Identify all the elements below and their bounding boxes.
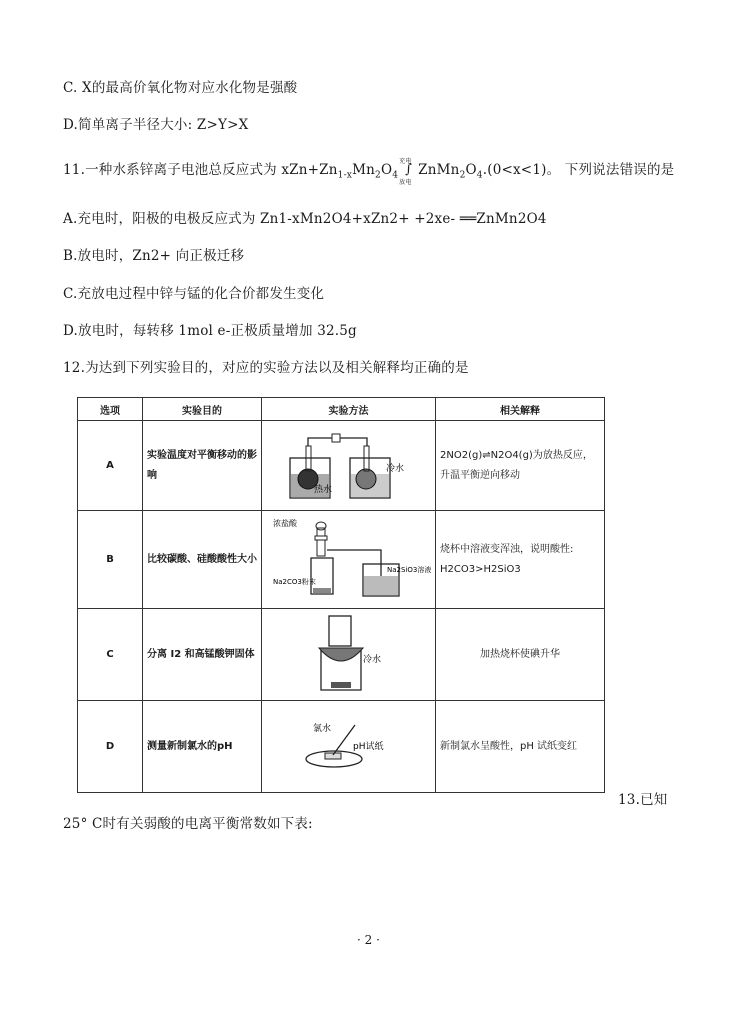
header-purpose: 实验目的 [143, 398, 262, 421]
method-cell [262, 609, 436, 701]
table-header-row [78, 398, 605, 421]
experiment-table [77, 397, 605, 793]
label-na2co3: Na2CO3粉末 [273, 578, 316, 586]
question-13-start: 13.已知 [618, 792, 668, 808]
q11-sub: 2 [459, 170, 466, 181]
method-cell [262, 701, 436, 793]
q11-sub: 4 [392, 170, 399, 181]
explanation-cell: 新制氯水呈酸性，pH 试纸变红 [436, 701, 605, 793]
label-conc-hcl: 浓盐酸 [273, 519, 297, 528]
sublimation-diagram-c [279, 612, 419, 694]
label-cold-water-c: 冷水 [362, 655, 381, 665]
purpose-cell: 实验温度对平衡移动的影响 [143, 421, 262, 511]
header-explanation: 相关解释 [436, 398, 605, 421]
label-na2sio3: Na2SiO3溶液 [387, 566, 432, 574]
label-hot-water: 热水 [313, 485, 332, 495]
method-cell [262, 511, 436, 609]
q11-sub: 2 [375, 170, 381, 181]
label-ph-paper: pH试纸 [352, 742, 383, 752]
question-13-line: 25° C时有关弱酸的电离平衡常数如下表: [63, 816, 313, 832]
q11-o2: O [465, 162, 477, 178]
label-chlorine-water: 氯水 [312, 724, 331, 734]
arrow-glyph: ∫ [405, 161, 413, 177]
table-row [78, 511, 605, 609]
purpose-cell: 分离 I2 和高锰酸钾固体 [143, 609, 262, 701]
purpose-cell: 测量新制氯水的pH [143, 701, 262, 793]
arrow-top-label: 充电 [399, 157, 412, 165]
table-row [78, 609, 605, 701]
purpose-cell: 比较碳酸、硅酸酸性大小 [143, 511, 262, 609]
explanation-cell: 2NO2(g)⇌N2O4(g)为放热反应，升温平衡逆向移动 [436, 421, 605, 511]
q11-sub: 4 [476, 170, 483, 181]
header-method: 实验方法 [262, 398, 436, 421]
option-cell: A [78, 421, 143, 511]
arrow-bottom-label: 放电 [399, 178, 412, 186]
option-d-line: D.简单离子半径大小: Z>Y>X [63, 117, 249, 133]
method-cell [262, 421, 436, 511]
header-option: 选项 [78, 398, 143, 421]
option-cell: B [78, 511, 143, 609]
ph-test-diagram-d [279, 715, 419, 775]
table-row [78, 701, 605, 793]
explanation-cell: 加热烧杯使碘升华 [436, 609, 605, 701]
label-cold-water: 冷水 [385, 464, 404, 474]
apparatus-diagram-b [271, 514, 432, 602]
q11-mn: Mn [352, 162, 376, 178]
question-12: 12.为达到下列实验目的，对应的实验方法以及相关解释均正确的是 [63, 360, 469, 376]
page-number: · 2 · [357, 933, 380, 947]
reversible-arrow [399, 157, 415, 186]
q11-option-b: B.放电时，Zn2+ 向正极迁移 [63, 248, 245, 264]
q11-prefix: 11.一种水系锌离子电池总反应式为 xZn+Zn [63, 162, 338, 178]
explanation-cell: 烧杯中溶液变浑浊，说明酸性: H2CO3>H2SiO3 [436, 511, 605, 609]
q11-prod: ZnMn [418, 162, 460, 178]
q11-sub: 1-x [337, 170, 353, 181]
option-cell: C [78, 609, 143, 701]
q11-option-d: D.放电时，每转移 1mol e-正极质量增加 32.5g [63, 323, 357, 339]
table-row [78, 421, 605, 511]
option-cell: D [78, 701, 143, 793]
q11-option-a: A.充电时，阳极的电极反应式为 Zn1-xMn2O4+xZn2+ +2xe- ══ZnMn2O4 [63, 211, 547, 227]
q11-o: O [380, 162, 393, 178]
question-11 [63, 157, 675, 186]
option-c-line: C. X的最高价氧化物对应水化物是强酸 [63, 80, 298, 96]
q11-option-c: C.充放电过程中锌与锰的化合价都发生变化 [63, 286, 325, 302]
flask-diagram-a [274, 424, 424, 504]
q11-suffix: .(0<x<1)。 下列说法错误的是 [482, 162, 675, 178]
